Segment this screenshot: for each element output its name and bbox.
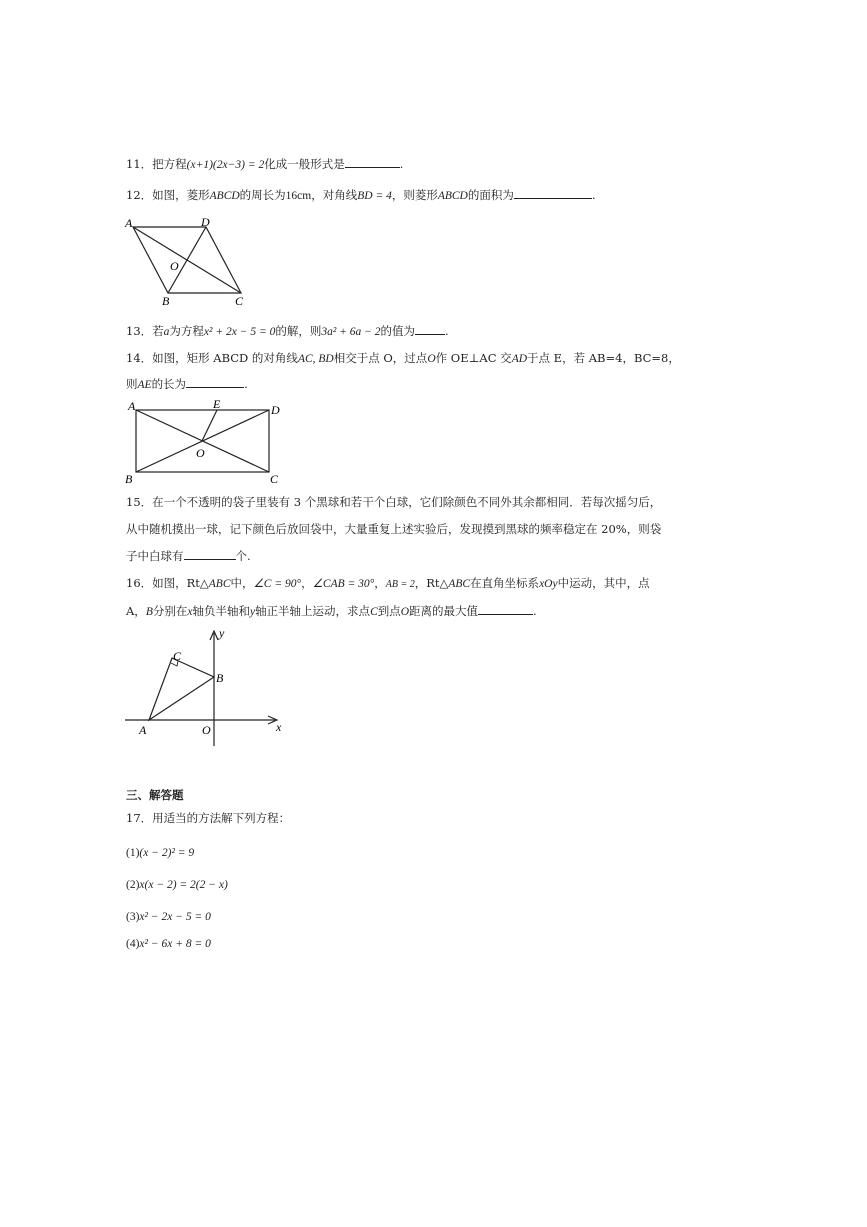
rhombus-label-d: D bbox=[201, 215, 210, 229]
triangle-label-c: C bbox=[173, 649, 182, 663]
q16-text5: 中运动，其中，点 bbox=[557, 576, 650, 590]
question-11 bbox=[126, 156, 403, 173]
q13-text: 若 bbox=[152, 324, 164, 338]
q12-bd: BD = 4 bbox=[357, 190, 392, 202]
q14-ae: AE bbox=[137, 379, 152, 391]
question-15-line2: 从中随机摸出一球，记下颜色后放回袋中，大量重复上述实验后，发现摸到黑球的频率稳定在 20%，则袋 bbox=[126, 522, 662, 536]
rectangle-label-o: O bbox=[196, 446, 205, 460]
q13-equation: x² + 2x − 5 = 0 bbox=[203, 326, 276, 338]
q16-text8: 轴负半轴和 bbox=[192, 604, 250, 618]
axis-label-y: y bbox=[219, 626, 225, 640]
q13-expression: 3a² + 6a − 2 bbox=[321, 326, 381, 338]
q14-text3: 作 OE⊥AC 交 bbox=[435, 351, 512, 365]
q12-abcd2: ABCD bbox=[437, 190, 468, 202]
q14-ad: AD bbox=[511, 353, 528, 365]
q16-angle-cab: ∠CAB = 30° bbox=[312, 578, 375, 590]
q16-x: x bbox=[187, 606, 193, 618]
q12-period: . bbox=[591, 188, 596, 202]
q11-answer-blank[interactable] bbox=[345, 156, 400, 168]
question-15-line3 bbox=[126, 548, 251, 564]
q17-part-3-equation: x² − 2x − 5 = 0 bbox=[139, 911, 211, 923]
q12-number: 12． bbox=[126, 188, 153, 202]
q16-text11: 距离的最大值 bbox=[409, 604, 479, 618]
triangle-label-a: A bbox=[139, 723, 147, 737]
q16-abc2: ABC bbox=[448, 578, 471, 590]
q16-sep: ， bbox=[301, 576, 313, 590]
q16-text9: 轴正半轴上运动，求点 bbox=[255, 604, 371, 618]
q13-text4: 的值为 bbox=[380, 324, 416, 338]
q12-text5: 的面积为 bbox=[467, 188, 514, 202]
rhombus-label-o: O bbox=[170, 259, 179, 273]
q12-text2: 的周长为 bbox=[239, 188, 286, 202]
rhombus-label-b: B bbox=[162, 294, 170, 308]
q16-sep2: ， bbox=[374, 576, 386, 590]
rectangle-label-c: C bbox=[270, 472, 279, 486]
q13-period: . bbox=[445, 324, 449, 338]
q11-period: . bbox=[399, 157, 404, 171]
q12-text3: ，对角线 bbox=[311, 188, 358, 202]
section-heading: 三、解答题 bbox=[126, 788, 184, 802]
q16-text: 16．如图，Rt△ bbox=[126, 576, 209, 590]
q15-text2: 个. bbox=[235, 549, 251, 563]
q17-part-4 bbox=[126, 935, 211, 952]
q12-abcd: ABCD bbox=[209, 190, 240, 202]
rectangle-label-b: B bbox=[125, 472, 133, 486]
q17-part-1-label: (1) bbox=[126, 847, 140, 859]
q17-part-1 bbox=[126, 844, 194, 861]
q17-part-4-equation: x² − 6x + 8 = 0 bbox=[139, 938, 211, 950]
q11-formula: (x+1)(2x−3) = 2 bbox=[186, 159, 265, 171]
q16-text10: 到点 bbox=[377, 604, 401, 618]
q14-text: 14．如图，矩形 ABCD 的对角线 bbox=[126, 351, 298, 365]
rectangle-label-d: D bbox=[271, 403, 280, 417]
q14-answer-blank[interactable] bbox=[186, 376, 244, 388]
q16-text3: ，Rt△ bbox=[414, 576, 449, 590]
q14-text6: 的长为 bbox=[151, 377, 187, 391]
q13-a: a bbox=[163, 326, 170, 338]
q14-text4: 于点 E，若 AB=4，BC=8， bbox=[527, 351, 680, 365]
q17-part-2-equation: x(x − 2) = 2(2 − x) bbox=[139, 879, 228, 891]
q16-angle-c: ∠C = 90° bbox=[253, 578, 302, 590]
q12-perimeter: 16cm bbox=[285, 190, 312, 202]
q17-part-4-label: (4) bbox=[126, 938, 140, 950]
q13-text2: 为方程 bbox=[169, 324, 204, 338]
q13-text3: 的解，则 bbox=[275, 324, 322, 338]
q17-part-2 bbox=[126, 876, 228, 893]
q13-number: 13． bbox=[126, 324, 153, 338]
q15-answer-blank[interactable] bbox=[184, 548, 236, 560]
q14-period: . bbox=[244, 377, 248, 391]
q15-text: 子中白球有 bbox=[126, 549, 184, 563]
q16-text2: 中， bbox=[230, 576, 254, 590]
rhombus-label-c: C bbox=[235, 294, 244, 308]
q16-text6: A， bbox=[126, 604, 146, 618]
q16-ab: AB = 2 bbox=[385, 579, 415, 590]
origin-label-o: O bbox=[202, 723, 211, 737]
q16-period: . bbox=[533, 604, 537, 618]
q17-part-3 bbox=[126, 908, 211, 925]
q17-part-1-equation: (x − 2)² = 9 bbox=[139, 847, 195, 859]
q16-c: C bbox=[370, 606, 378, 618]
q16-xoy: xOy bbox=[539, 578, 558, 590]
q16-text7: 分别在 bbox=[152, 604, 188, 618]
q14-o: O bbox=[427, 353, 436, 365]
q16-abc: ABC bbox=[208, 578, 231, 590]
q16-y: y bbox=[249, 606, 256, 618]
question-13 bbox=[126, 323, 449, 340]
q11-text2: 化成一般形式是 bbox=[264, 157, 345, 171]
rectangle-label-a: A bbox=[128, 399, 136, 413]
q11-text: 把方程 bbox=[152, 157, 187, 171]
triangle-label-b: B bbox=[216, 671, 224, 685]
q14-diagonals: AC, BD bbox=[297, 353, 334, 365]
q16-text4: 在直角坐标系 bbox=[470, 576, 540, 590]
q16-o: O bbox=[400, 606, 410, 618]
q17-part-2-label: (2) bbox=[126, 879, 140, 891]
q14-text5: 则 bbox=[126, 377, 138, 391]
q16-answer-blank[interactable] bbox=[478, 603, 533, 615]
q16-b: B bbox=[145, 606, 153, 618]
rhombus-label-a: A bbox=[125, 216, 133, 230]
q12-answer-blank[interactable] bbox=[514, 187, 592, 199]
q12-text: 如图，菱形 bbox=[152, 188, 210, 202]
question-16 bbox=[126, 575, 650, 593]
question-15: 15．在一个不透明的袋子里装有 3 个黑球和若干个白球，它们除颜色不同外其余都相同．若每次摇匀后， bbox=[126, 495, 662, 509]
q13-answer-blank[interactable] bbox=[415, 323, 445, 335]
q11-number: 11． bbox=[126, 157, 153, 171]
q17-part-3-label: (3) bbox=[126, 911, 140, 923]
question-12 bbox=[126, 187, 596, 204]
question-17: 17．用适当的方法解下列方程： bbox=[126, 811, 291, 825]
q12-text4: ，则菱形 bbox=[391, 188, 438, 202]
axis-label-x: x bbox=[276, 720, 282, 734]
question-14-line2 bbox=[126, 376, 248, 393]
question-16-line2 bbox=[126, 603, 537, 620]
question-14 bbox=[126, 350, 680, 367]
q14-text2: 相交于点 O，过点 bbox=[333, 351, 428, 365]
rectangle-label-e: E bbox=[213, 397, 221, 411]
